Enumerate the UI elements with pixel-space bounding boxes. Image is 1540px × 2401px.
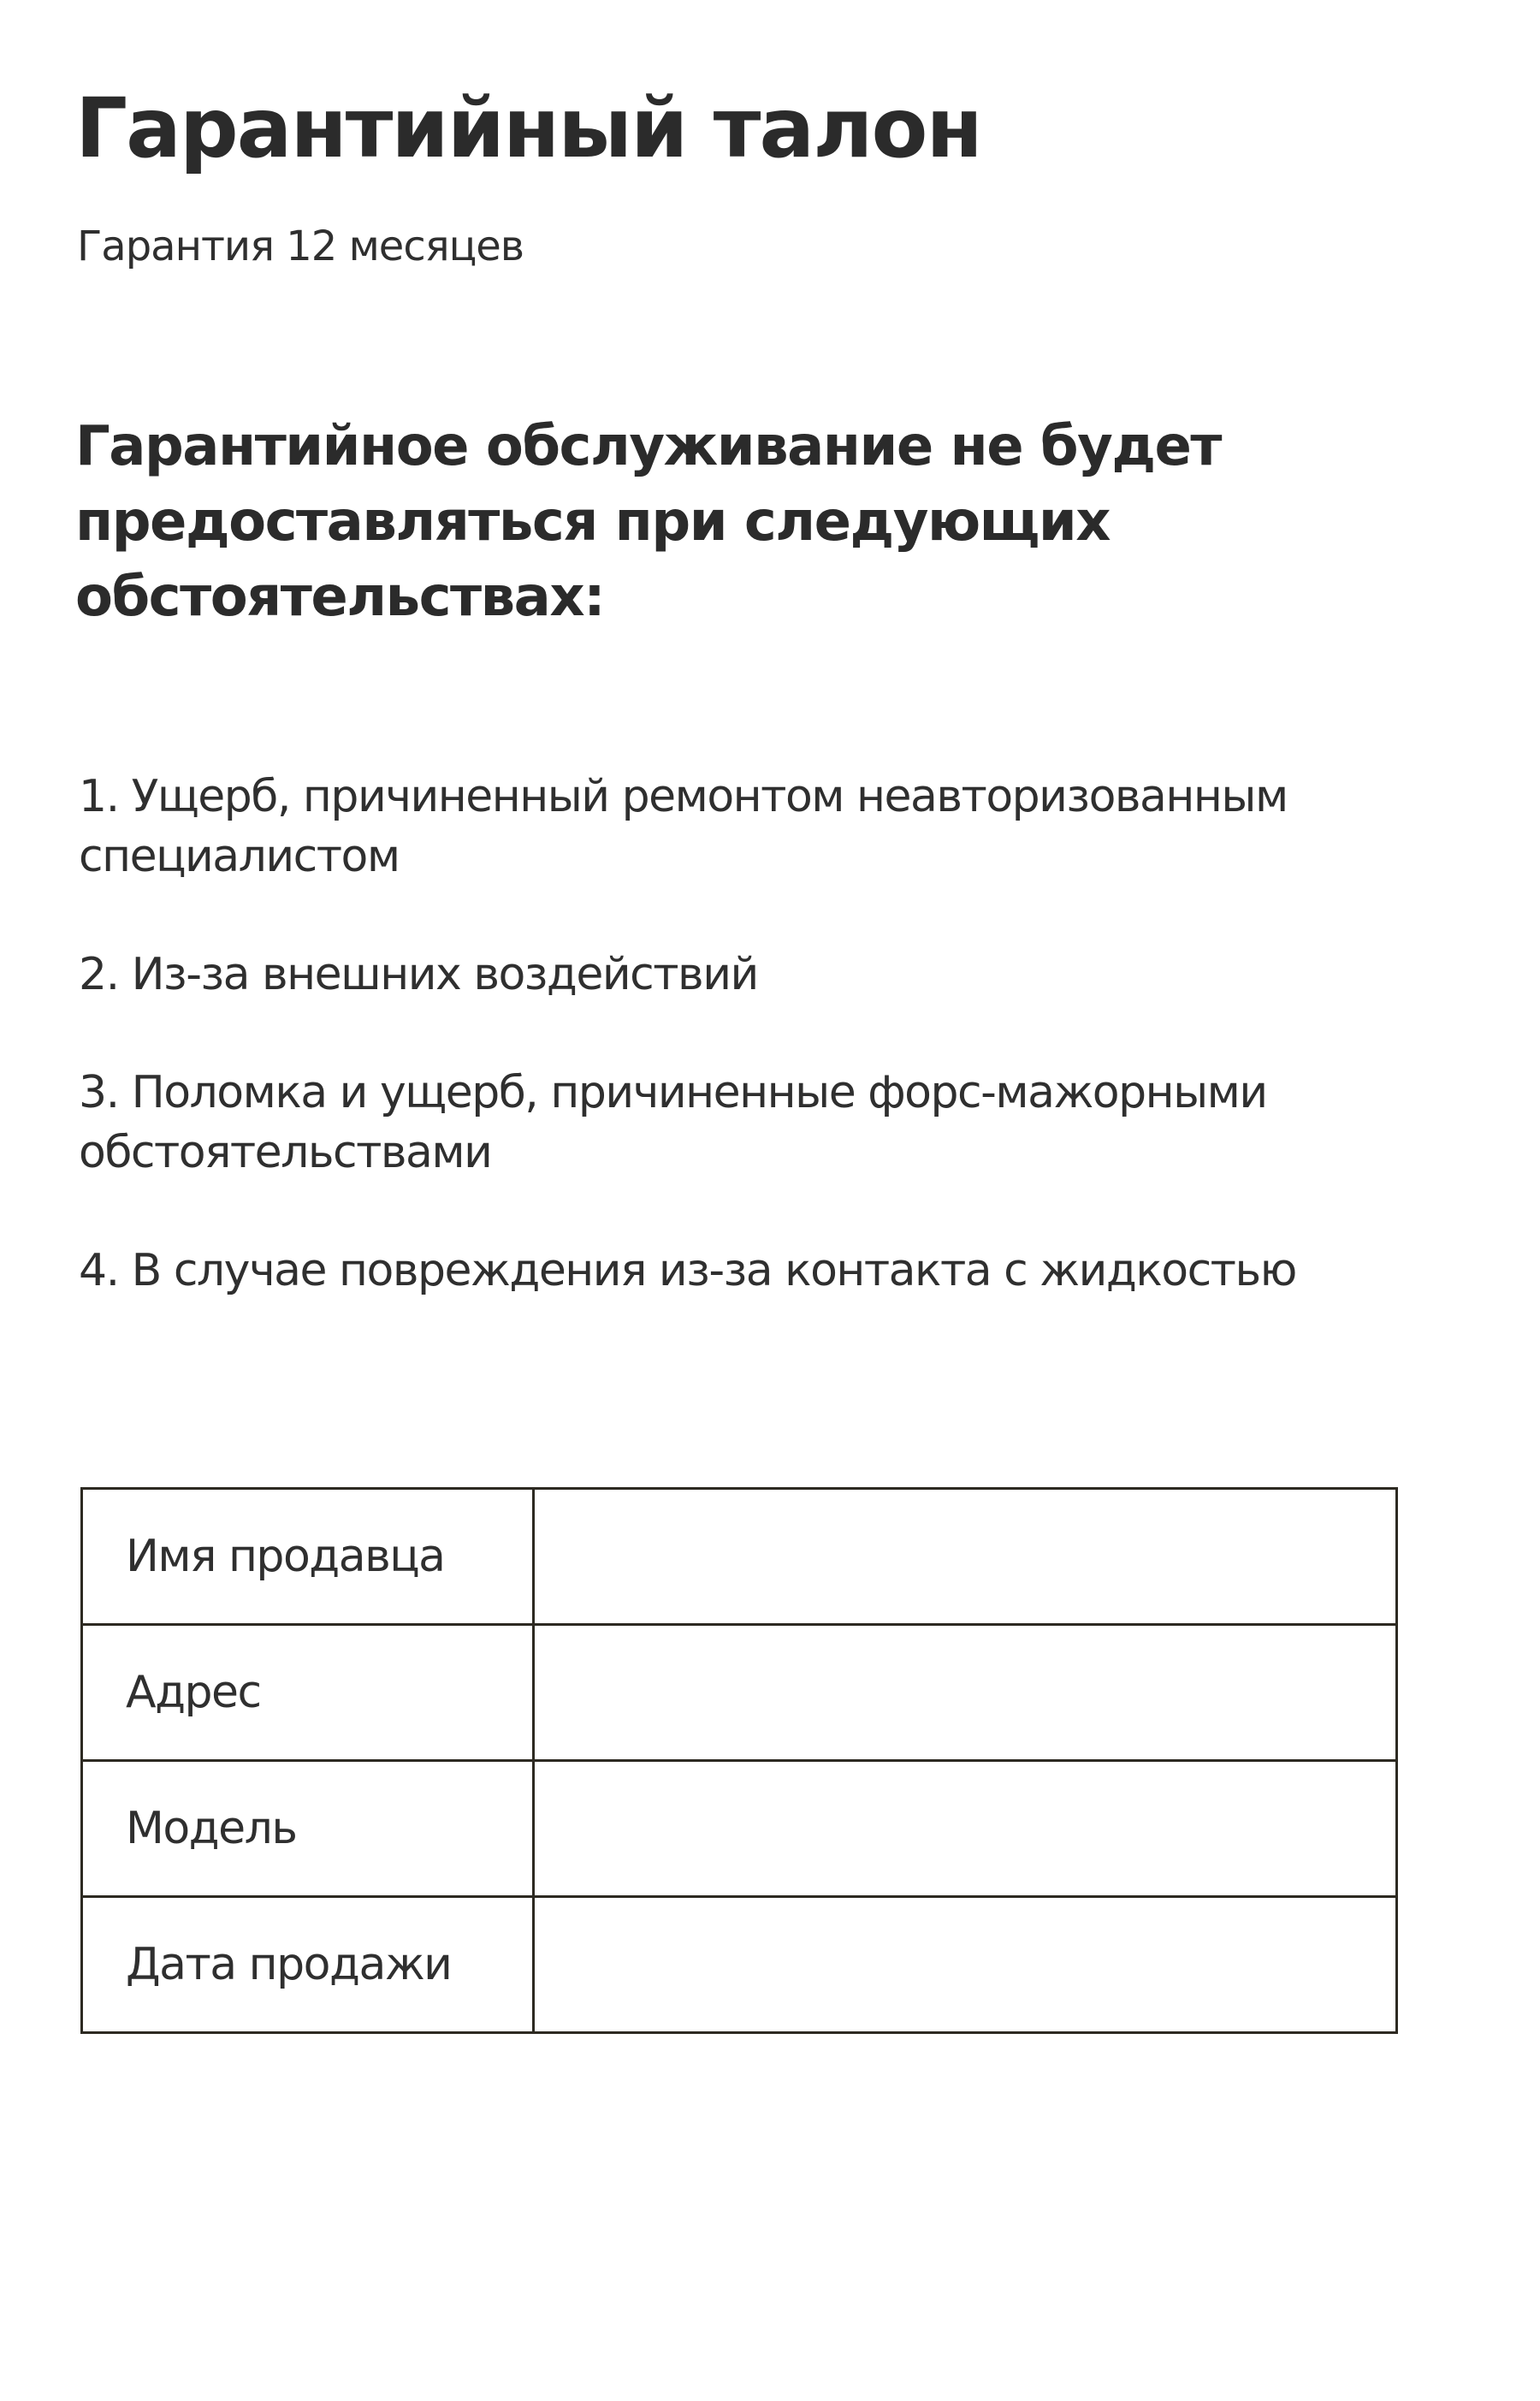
model-field[interactable] (534, 1761, 1397, 1897)
sale-date-field[interactable] (534, 1897, 1397, 2033)
exclusion-item: 3. Поломка и ущерб, причиненные форс-мажорными обстоятельствами (79, 1067, 1267, 1178)
table-row-address (82, 1625, 1397, 1761)
exclusion-item: 1. Ущерб, причиненный ремонтом неавторизованным специалистом (79, 771, 1288, 882)
address-label: Адрес (82, 1625, 534, 1761)
seller-name-label: Имя продавца (82, 1489, 534, 1625)
exclusions-list (79, 767, 1413, 1359)
sale-date-label: Дата продажи (82, 1897, 534, 2033)
seller-name-field[interactable] (534, 1489, 1397, 1625)
page-title: Гарантийный талон (75, 80, 981, 176)
table-row-seller-name (82, 1489, 1397, 1625)
warranty-period: Гарантия 12 месяцев (77, 222, 524, 270)
exclusion-item: 2. Из-за внешних воздействий (79, 949, 758, 1000)
table-row-sale-date (82, 1897, 1397, 2033)
exclusion-item: 4. В случае повреждения из-за контакта с жидкостью (79, 1245, 1296, 1296)
sale-info-table (80, 1487, 1398, 2034)
model-label: Модель (82, 1761, 534, 1897)
table-row-model (82, 1761, 1397, 1897)
address-field[interactable] (534, 1625, 1397, 1761)
exclusions-heading: Гарантийное обслуживание не будет предоставляться при следующих обстоятельствах: (75, 415, 1221, 629)
